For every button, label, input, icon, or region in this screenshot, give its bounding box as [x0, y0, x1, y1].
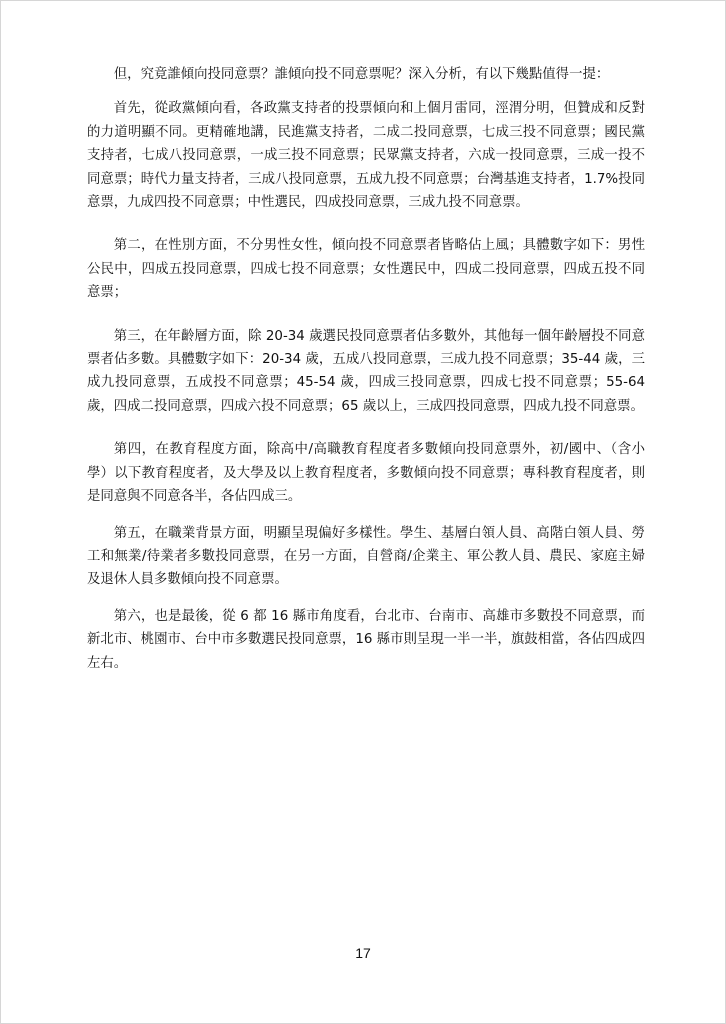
- page-number: 17: [355, 945, 371, 961]
- paragraph-gender: 第二，在性別方面，不分男性女性，傾向投不同意票者皆略佔上風；具體數字如下：男性公民中，四成五投同意票，四成七投不同意票；女性選民中，四成二投同意票，四成五投不同意票；: [87, 238, 645, 301]
- paragraph-education: 第四，在教育程度方面，除高中/高職教育程度者多數傾向投同意票外，初/國中、（含小學）以下教育程度者，及大學及以上教育程度者，多數傾向投不同意票；專科教育程度者，則是同意與不同意各半，各佔四成三。: [87, 442, 645, 505]
- paragraph-occupation: 第五，在職業背景方面，明顯呈現偏好多樣性。學生、基層白領人員、高階白領人員、勞工和無業/待業者多數投同意票，在另一方面，自營商/企業主、軍公教人員、農民、家庭主婦及退休人員多數傾向投不同意票。: [87, 525, 645, 588]
- paragraph-intro: 但，究竟誰傾向投同意票？誰傾向投不同意票呢？深入分析，有以下幾點值得一提：: [113, 67, 610, 82]
- paragraph-party: 首先，從政黨傾向看，各政黨支持者的投票傾向和上個月雷同，涇渭分明，但贊成和反對的力道明顯不同。更精確地講，民進黨支持者，二成二投同意票，七成三投不同意票；國民黨支持者，七成八投同意票，一成三投不同意票；民眾黨支持者，六成一投同意票，三成一投不同意票；時代力量支持者，三成八投同意票，五成九投不同意票；台灣基進支持者，1.7%投同意票，九成四投不同意票；中性選民，四成投同意票，三成九投不同意票。: [87, 101, 645, 211]
- paragraph-region: 第六，也是最後，從 6 都 16 縣市角度看，台北市、台南市、高雄市多數投不同意票，而新北市、桃園市、台中市多數選民投同意票，16 縣市則呈現一半一半，旗鼓相當，各佔四成四左右。: [87, 608, 645, 671]
- document-body: [87, 63, 645, 675]
- paragraph-age: 第三，在年齡層方面，除 20-34 歲選民投同意票者佔多數外，其他每一個年齡層投不同意票者佔多數。具體數字如下：20-34 歲，五成八投同意票，三成九投不同意票；35-44 歲，三成九投同意票，五成投不同意票；45-54 歲，四成三投同意票，四成七投不同意票；55-64 歲，四成二投同意票，四成六投不同意票；65 歲以上，三成四投同意票，四成九投不同意票。: [87, 328, 645, 414]
